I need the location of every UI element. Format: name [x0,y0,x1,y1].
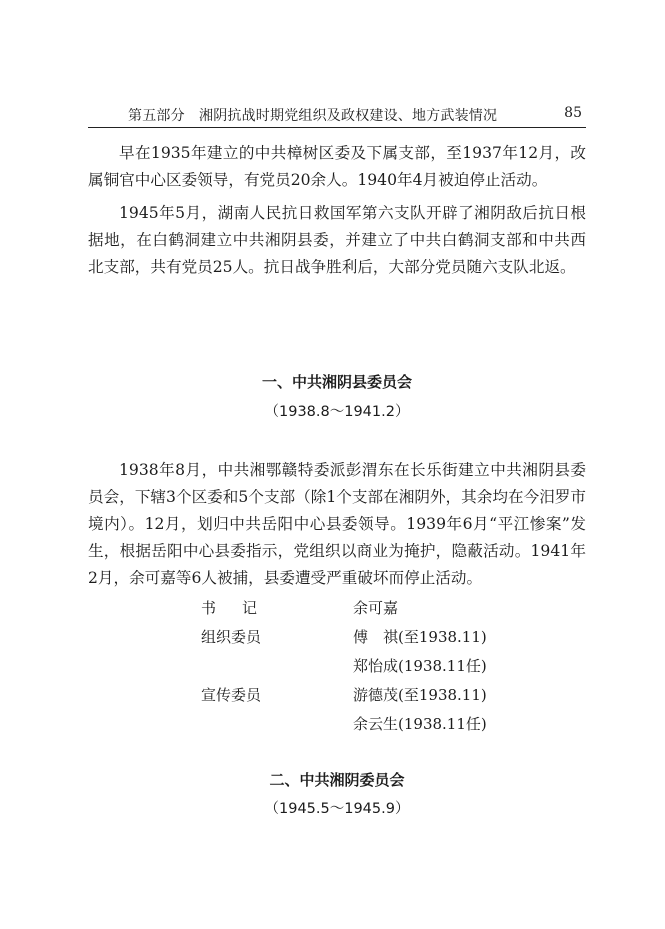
roster-person-secretary: 余可嘉 [353,599,399,617]
roster-person-organization-1: 傅 祺(至1938.11) [353,628,487,646]
section-2-date-range: （1945.5～1945.9） [264,801,410,817]
section-1-date-range: （1938.8～1941.2） [264,404,410,420]
running-header [88,103,586,127]
section-1-title: 一、中共湘阴县委员会 [261,373,412,391]
roster-person-organization-2: 郑怡成(1938.11任) [353,657,487,675]
intro-paragraph-2: 1945年5月，湖南人民抗日救国军第六支队开辟了湘阴敌后抗日根据地，在白鹤洞建立中共湘阴县委，并建立了中共白鹤洞支部和中共西北支部，共有党员25人。抗日战争胜利后，大部分党员随六支队北返。 [88,204,586,276]
roster-person-propaganda-1: 游德茂(至1938.11) [353,686,487,704]
header-rule [88,127,586,128]
page-number: 85 [564,105,582,121]
roster-role-propaganda: 宣传委员 [201,686,262,704]
header-title: 第五部分 湘阴抗战时期党组织及政权建设、地方武装情况 [128,108,498,124]
roster-person-propaganda-2: 余云生(1938.11任) [353,715,487,733]
section-2-title: 二、中共湘阴委员会 [269,771,405,789]
intro-paragraph-1: 早在1935年建立的中共樟树区委及下属支部，至1937年12月，改属铜官中心区委领导，有党员20余人。1940年4月被迫停止活动。 [88,144,586,189]
roster-role-organization: 组织委员 [201,628,262,646]
section-1-paragraph: 1938年8月，中共湘鄂赣特委派彭渭东在长乐街建立中共湘阴县委员会，下辖3个区委和5个支部（除1个支部在湘阴外，其余均在今汨罗市境内）。12月，划归中共岳阳中心县委领导。1939年6月“平江惨案”发生，根据岳阳中心县委指示，党组织以商业为掩护，隐蔽活动。1941年2月，余可嘉等6人被捕，县委遭受严重破坏而停止活动。 [88,461,586,587]
roster-role-secretary: 书记 [201,599,284,617]
